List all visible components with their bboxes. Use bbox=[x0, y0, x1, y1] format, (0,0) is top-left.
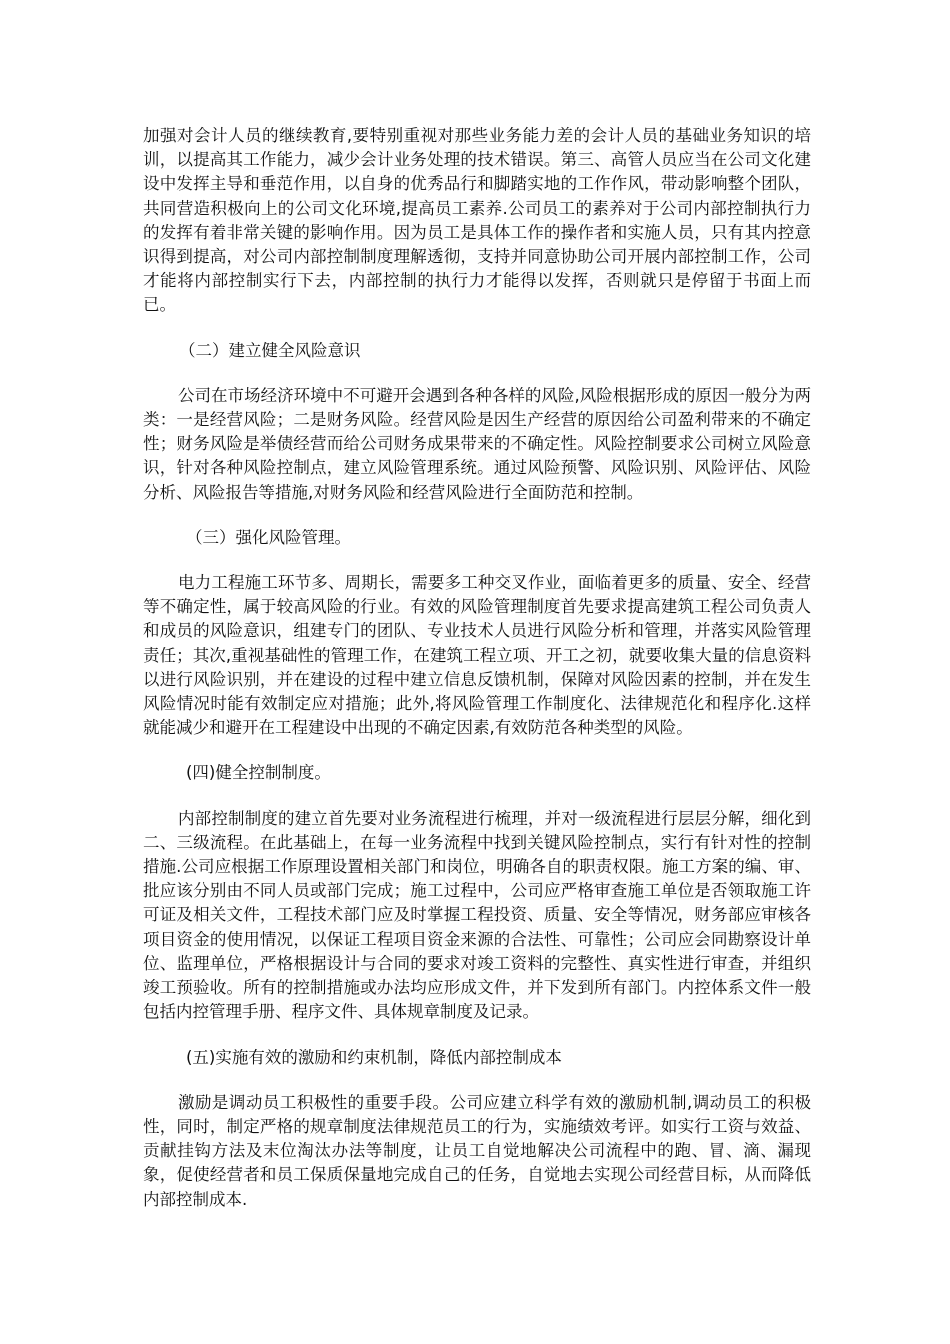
paragraph-continuation: 加强对会计人员的继续教育,要特别重视对那些业务能力差的会计人员的基础业务知识的培训，以提高其工作能力，减少会计业务处理的技术错误。第三、高管人员应当在公司文化建设中发挥主导和垂范作用，以自身的优秀品行和脚踏实地的工作作风，带动影响整个团队，共同营造积极向上的公司文化环境,提高员工素养.公司员工的素养对于公司内部控制执行力的发挥有着非常关键的影响作用。因为员工是具体工作的操作者和实施人员，只有其内控意识得到提高，对公司内部控制制度理解透彻，支持并同意协助公司开展内部控制工作，公司才能将内部控制实行下去，内部控制的执行力才能得以发挥，否则就只是停留于书面上而已。 bbox=[143, 126, 811, 315]
paragraph-control-system: 内部控制制度的建立首先要对业务流程进行梳理，并对一级流程进行层层分解，细化到二、三级流程。在此基础上，在每一业务流程中找到关键风险控制点，实行有针对性的控制措施.公司应根据工作原理设置相关部门和岗位，明确各自的职责权限。施工方案的编、审、批应该分别由不同人员或部门完成；施工过程中，公司应严格审查施工单位是否领取施工许可证及相关文件，工程技术部门应及时掌握工程投资、质量、安全等情况，财务部应审核各项目资金的使用情况，以保证工程项目资金来源的合法性、可靠性；公司应会同勘察设计单位、监理单位，严格根据设计与合同的要求对竣工资料的完整性、真实性进行审查，并组织竣工预验收。所有的控制措施或办法均应形成文件，并下发到所有部门。内控体系文件一般包括内控管理手册、程序文件、具体规章制度及记录。 bbox=[143, 808, 811, 1022]
paragraph-incentives: 激励是调动员工积极性的重要手段。公司应建立科学有效的激励机制,调动员工的积极性，同时，制定严格的规章制度法律规范员工的行为，实施绩效考评。如实行工资与效益、贡献挂钩方法及末位淘汰办法等制度，让员工自觉地解决公司流程中的跑、冒、滴、漏现象，促使经营者和员工保质保量地完成自己的任务，自觉地去实现公司经营目标，从而降低内部控制成本. bbox=[143, 1092, 811, 1209]
paragraph-risk-management: 电力工程施工环节多、周期长，需要多工种交叉作业，面临着更多的质量、安全、经营等不确定性，属于较高风险的行业。有效的风险管理制度首先要求提高建筑工程公司负责人和成员的风险意识，组建专门的团队、专业技术人员进行风险分析和管理，并落实风险管理责任；其次,重视基础性的管理工作，在建筑工程立项、开工之初，就要收集大量的信息资料以进行风险识别，并在建设的过程中建立信息反馈机制，保障对风险因素的控制，并在发生风险情况时能有效制定应对措施；此外,将风险管理工作制度化、法律规范化和程序化.这样就能减少和避开在工程建设中出现的不确定因素,有效防范各种类型的风险。 bbox=[143, 573, 811, 738]
section-heading-4: (四)健全控制制度。 bbox=[186, 763, 331, 783]
section-heading-2: （二）建立健全风险意识 bbox=[179, 340, 361, 360]
document-body bbox=[143, 124, 811, 1233]
section-heading-3: （三）强化风险管理。 bbox=[186, 527, 351, 547]
paragraph-risk-awareness: 公司在市场经济环境中不可避开会遇到各种各样的风险,风险根据形成的原因一般分为两类：一是经营风险；二是财务风险。经营风险是因生产经营的原因给公司盈利带来的不确定性；财务风险是举债经营而给公司财务成果带来的不确定性。风险控制要求公司树立风险意识，针对各种风险控制点，建立风险管理系统。通过风险预警、风险识别、风险评估、风险分析、风险报告等措施,对财务风险和经营风险进行全面防范和控制。 bbox=[143, 385, 811, 502]
section-heading-5: (五)实施有效的激励和约束机制，降低内部控制成本 bbox=[186, 1047, 562, 1067]
